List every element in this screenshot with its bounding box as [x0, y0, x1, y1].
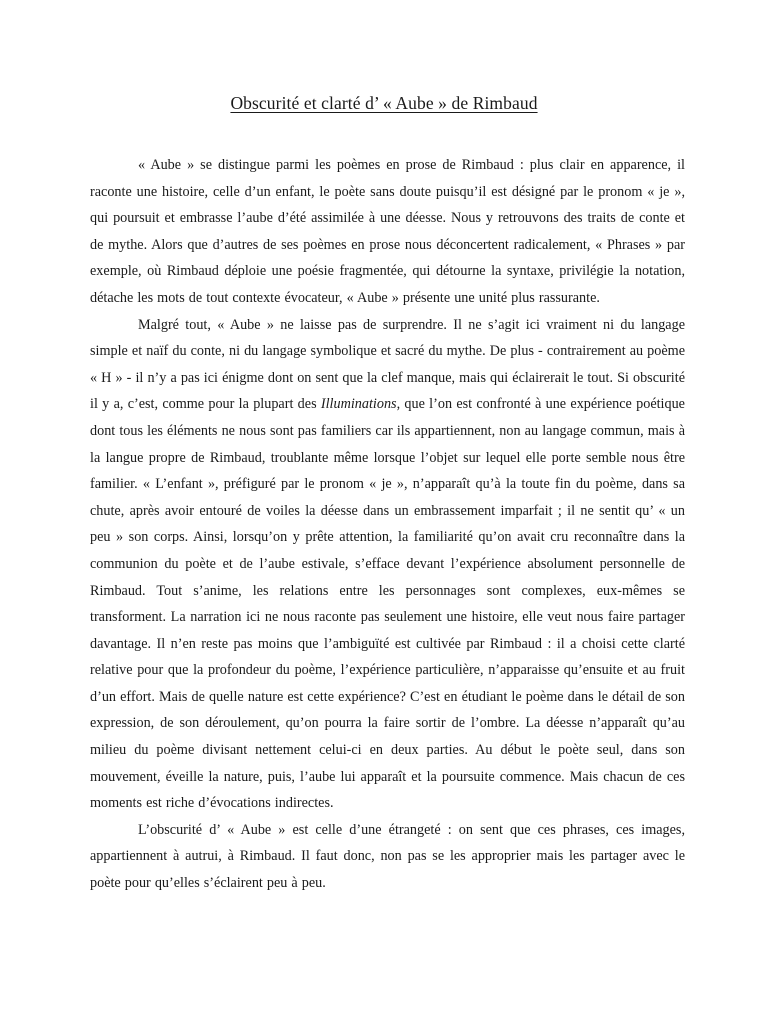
paragraph-3-text: L’obscurité d’ « Aube » est celle d’une étrangeté : on sent que ces phrases, ces images, appartiennent à autrui, à Rimbaud. Il faut donc, non pas se les approprier mais les partager avec le poète pour qu’elles s’éclairent peu à peu.: [90, 821, 685, 892]
document-title: Obscurité et clarté d’ « Aube » de Rimbaud: [230, 93, 538, 113]
paragraph-2-text-b: , que l’on est confronté à une expérience poétique dont tous les éléments ne nous sont pas familiers car ils appartiennent, non au langage commun, mais à la langue propre de Rimbaud, troublante même lorsque l’objet sur lequel elle porte semble nous être familier. « L’enfant », préfiguré par le pronom « je », n’apparaît qu’à la toute fin du poème, dans sa chute, après avoir entouré de voiles la déesse dans un embrassement imparfait ; il ne sentit qu’ « un peu » son corps. Ainsi, lorsqu’on y prête attention, la familiarité qu’on avait cru reconnaître dans la communion du poète et de l’aube estivale, s’efface devant l’expérience absolument personnelle de Rimbaud. Tout s’anime, les relations entre les personnages sont complexes, eux-mêmes se transforment. La narration ici ne nous raconte pas seulement une histoire, elle veut nous faire partager davantage. Il n’en reste pas moins que l’ambiguïté est cultivée par Rimbaud : il a choisi cette clarté relative pour que la profondeur du poème, l’expérience particulière, n’apparaisse qu’ensuite et au fruit d’un effort. Mais de quelle nature est cette expérience? C’est en étudiant le poème dans le détail de son expression, de son déroulement, qu’on pourra la faire sortir de l’ombre. La déesse n’apparaît qu’au milieu du poème divisant nettement celui-ci en deux parties. Au début le poète seul, dans son mouvement, éveille la nature, puis, l’aube lui apparaît et la poursuite commence. Mais chacun de ces moments est riche d’évocations indirectes.: [90, 396, 685, 812]
paragraph-1-text: « Aube » se distingue parmi les poèmes en prose de Rimbaud : plus clair en apparence, il raconte une histoire, celle d’un enfant, le poète sans doute puisqu’il est désigné par le pronom « je », qui poursuit et embrasse l’aube d’été assimilée à une déesse. Nous y retrouvons des traits de conte et de mythe. Alors que d’autres de ses poèmes en prose nous déconcertent radicalement, « Phrases » par exemple, où Rimbaud déploie une poésie fragmentée, qui détourne la syntaxe, privilégie la notation, détache les mots de tout contexte évocateur, « Aube » présente une unité plus rassurante.: [90, 157, 685, 306]
document-body: [90, 152, 685, 897]
paragraph-3: [90, 817, 685, 897]
paragraph-1: [90, 152, 685, 312]
paragraph-2: [90, 312, 685, 817]
paragraph-2-italic-title: Illuminations: [320, 396, 397, 413]
paragraph-2-text-a: Malgré tout, « Aube » ne laisse pas de surprendre. Il ne s’agit ici vraiment ni du langage simple et naïf du conte, ni du langage symbolique et sacré du mythe. De plus - contrairement au poème « H » - il n’y a pas ici énigme dont on sent que la clef manque, mais qui éclairerait le tout. Si obscurité il y a, c’est, comme pour la plupart des: [90, 316, 685, 413]
